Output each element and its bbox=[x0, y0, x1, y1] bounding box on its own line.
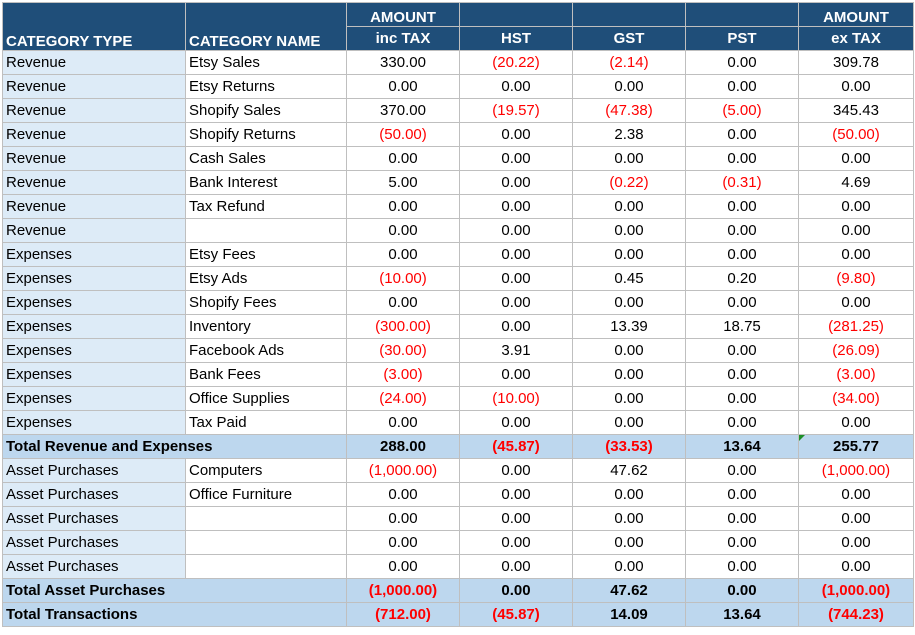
cell-category-type[interactable]: Revenue bbox=[3, 219, 186, 243]
table-row bbox=[3, 291, 914, 315]
cell-category-name[interactable] bbox=[186, 507, 347, 531]
total-transactions-row-hst[interactable] bbox=[460, 603, 573, 627]
table-row bbox=[3, 363, 914, 387]
total-transactions-row-ex[interactable] bbox=[799, 603, 914, 627]
cell-category-name[interactable]: Etsy Sales bbox=[186, 51, 347, 75]
cell-inc[interactable]: 0.00 bbox=[347, 531, 460, 555]
cell-inc[interactable]: 0.00 bbox=[347, 555, 460, 579]
table-row bbox=[3, 99, 914, 123]
cell-category-name[interactable]: Computers bbox=[186, 459, 347, 483]
cell-gst[interactable]: 2.38 bbox=[573, 123, 686, 147]
total-transactions-row-pst[interactable] bbox=[686, 603, 799, 627]
cell-category-type[interactable]: Asset Purchases bbox=[3, 531, 186, 555]
table-row bbox=[3, 195, 914, 219]
total-asset-purchases-row-ex-value: (1,000.00) bbox=[821, 582, 891, 599]
total-asset-purchases-row-label[interactable]: Total Asset Purchases bbox=[3, 579, 347, 603]
total-revenue-expenses-row-inc[interactable] bbox=[347, 435, 460, 459]
cell-hst[interactable]: 0.00 bbox=[460, 267, 573, 291]
cell-hst[interactable]: 0.00 bbox=[460, 75, 573, 99]
cell-gst[interactable]: 0.00 bbox=[573, 339, 686, 363]
cell-category-name[interactable]: Office Furniture bbox=[186, 483, 347, 507]
cell-hst[interactable]: 3.91 bbox=[460, 339, 573, 363]
cell-pst[interactable]: 0.00 bbox=[686, 75, 799, 99]
cell-category-type[interactable]: Asset Purchases bbox=[3, 483, 186, 507]
header-category-type[interactable]: CATEGORY TYPE bbox=[3, 3, 186, 51]
total-transactions-row-gst-value: 14.09 bbox=[610, 606, 648, 623]
cell-inc[interactable]: (1,000.00) bbox=[347, 459, 460, 483]
cell-ex[interactable]: 309.78 bbox=[799, 51, 914, 75]
cell-inc[interactable]: 0.00 bbox=[347, 243, 460, 267]
cell-category-type[interactable]: Revenue bbox=[3, 195, 186, 219]
table-row bbox=[3, 75, 914, 99]
cell-ex[interactable]: 4.69 bbox=[799, 171, 914, 195]
cell-hst[interactable]: 0.00 bbox=[460, 411, 573, 435]
table-row bbox=[3, 51, 914, 75]
cell-hst[interactable]: 0.00 bbox=[460, 195, 573, 219]
table-row bbox=[3, 147, 914, 171]
cell-category-name[interactable]: Cash Sales bbox=[186, 147, 347, 171]
cell-category-name[interactable]: Office Supplies bbox=[186, 387, 347, 411]
cell-category-name[interactable]: Bank Interest bbox=[186, 171, 347, 195]
header-amount-inc-top[interactable]: AMOUNT bbox=[347, 3, 460, 27]
cell-ex[interactable]: 0.00 bbox=[799, 219, 914, 243]
cell-pst[interactable]: 0.00 bbox=[686, 411, 799, 435]
total-asset-purchases-row-pst-value: 0.00 bbox=[727, 582, 757, 599]
cell-category-name[interactable]: Facebook Ads bbox=[186, 339, 347, 363]
table-row bbox=[3, 315, 914, 339]
total-revenue-expenses-row-inc-value: 288.00 bbox=[380, 438, 426, 455]
cell-pst[interactable]: 0.00 bbox=[686, 387, 799, 411]
cell-hst[interactable]: 0.00 bbox=[460, 123, 573, 147]
total-revenue-expenses-row-gst-value: (33.53) bbox=[605, 438, 653, 455]
cell-category-type[interactable]: Revenue bbox=[3, 147, 186, 171]
cell-gst[interactable]: 47.62 bbox=[573, 459, 686, 483]
header-amount-inc-bottom[interactable]: inc TAX bbox=[347, 27, 460, 51]
cell-inc[interactable]: 0.00 bbox=[347, 147, 460, 171]
cell-inc[interactable]: (50.00) bbox=[347, 123, 460, 147]
total-asset-purchases-row-ex[interactable] bbox=[799, 579, 914, 603]
cell-gst[interactable]: 0.00 bbox=[573, 195, 686, 219]
table-row bbox=[3, 507, 914, 531]
table-row bbox=[3, 555, 914, 579]
cell-ex[interactable]: 0.00 bbox=[799, 147, 914, 171]
table-row bbox=[3, 459, 914, 483]
cell-pst[interactable]: 0.00 bbox=[686, 555, 799, 579]
cell-ex[interactable]: (50.00) bbox=[799, 123, 914, 147]
cell-pst[interactable]: 18.75 bbox=[686, 315, 799, 339]
cell-category-type[interactable]: Expenses bbox=[3, 291, 186, 315]
cell-pst[interactable]: 0.00 bbox=[686, 291, 799, 315]
cell-category-name[interactable] bbox=[186, 555, 347, 579]
total-revenue-expenses-row-pst-value: 13.64 bbox=[723, 438, 761, 455]
total-asset-purchases-row-hst[interactable] bbox=[460, 579, 573, 603]
header-gst[interactable]: GST bbox=[573, 27, 686, 51]
table-body bbox=[3, 51, 914, 627]
header-hst-top[interactable] bbox=[460, 3, 573, 27]
total-transactions-row bbox=[3, 603, 914, 627]
total-transactions-row-gst[interactable] bbox=[573, 603, 686, 627]
cell-category-name[interactable]: Bank Fees bbox=[186, 363, 347, 387]
cell-category-type[interactable]: Asset Purchases bbox=[3, 507, 186, 531]
cell-category-name[interactable] bbox=[186, 219, 347, 243]
cell-category-name[interactable]: Inventory bbox=[186, 315, 347, 339]
cell-gst[interactable]: 0.00 bbox=[573, 219, 686, 243]
total-revenue-expenses-row bbox=[3, 435, 914, 459]
header-category-name[interactable]: CATEGORY NAME bbox=[186, 3, 347, 51]
comment-indicator-icon bbox=[799, 435, 805, 441]
cell-pst[interactable]: 0.00 bbox=[686, 531, 799, 555]
cell-ex[interactable]: 0.00 bbox=[799, 531, 914, 555]
total-asset-purchases-row-inc-value: (1,000.00) bbox=[368, 582, 438, 599]
tax-summary-table bbox=[2, 2, 914, 627]
table-row bbox=[3, 531, 914, 555]
table-row bbox=[3, 267, 914, 291]
cell-hst[interactable]: 0.00 bbox=[460, 555, 573, 579]
cell-category-name[interactable]: Tax Paid bbox=[186, 411, 347, 435]
cell-pst[interactable]: 0.00 bbox=[686, 219, 799, 243]
cell-ex[interactable]: 0.00 bbox=[799, 291, 914, 315]
cell-inc[interactable]: 0.00 bbox=[347, 411, 460, 435]
cell-ex[interactable]: 0.00 bbox=[799, 195, 914, 219]
cell-inc[interactable]: 370.00 bbox=[347, 99, 460, 123]
cell-ex[interactable]: 0.00 bbox=[799, 507, 914, 531]
cell-inc[interactable]: 0.00 bbox=[347, 483, 460, 507]
cell-gst[interactable]: (0.22) bbox=[573, 171, 686, 195]
cell-pst[interactable]: 0.00 bbox=[686, 243, 799, 267]
cell-category-name[interactable]: Shopify Returns bbox=[186, 123, 347, 147]
cell-inc[interactable]: 0.00 bbox=[347, 75, 460, 99]
cell-inc[interactable]: (24.00) bbox=[347, 387, 460, 411]
cell-category-type[interactable]: Revenue bbox=[3, 75, 186, 99]
cell-pst[interactable]: 0.00 bbox=[686, 51, 799, 75]
cell-hst[interactable]: 0.00 bbox=[460, 171, 573, 195]
header-hst[interactable]: HST bbox=[460, 27, 573, 51]
total-asset-purchases-row bbox=[3, 579, 914, 603]
cell-ex[interactable]: 0.00 bbox=[799, 411, 914, 435]
cell-gst[interactable]: 0.00 bbox=[573, 387, 686, 411]
cell-hst[interactable]: 0.00 bbox=[460, 315, 573, 339]
header-pst-top[interactable] bbox=[686, 3, 799, 27]
cell-ex[interactable]: (26.09) bbox=[799, 339, 914, 363]
cell-gst[interactable]: (2.14) bbox=[573, 51, 686, 75]
cell-category-type[interactable]: Asset Purchases bbox=[3, 555, 186, 579]
cell-ex[interactable]: (34.00) bbox=[799, 387, 914, 411]
cell-category-type[interactable]: Revenue bbox=[3, 51, 186, 75]
cell-hst[interactable]: 0.00 bbox=[460, 147, 573, 171]
header-amount-ex-top[interactable]: AMOUNT bbox=[799, 3, 914, 27]
cell-category-name[interactable]: Tax Refund bbox=[186, 195, 347, 219]
cell-gst[interactable]: 13.39 bbox=[573, 315, 686, 339]
cell-hst[interactable]: 0.00 bbox=[460, 459, 573, 483]
total-asset-purchases-row-inc[interactable] bbox=[347, 579, 460, 603]
cell-ex[interactable]: 0.00 bbox=[799, 75, 914, 99]
cell-ex[interactable]: 0.00 bbox=[799, 555, 914, 579]
cell-pst[interactable]: 0.00 bbox=[686, 123, 799, 147]
cell-hst[interactable]: 0.00 bbox=[460, 219, 573, 243]
cell-pst[interactable]: 0.20 bbox=[686, 267, 799, 291]
total-asset-purchases-row-gst[interactable] bbox=[573, 579, 686, 603]
cell-category-name[interactable]: Shopify Fees bbox=[186, 291, 347, 315]
total-transactions-row-label[interactable]: Total Transactions bbox=[3, 603, 347, 627]
total-revenue-expenses-row-hst-value: (45.87) bbox=[492, 438, 540, 455]
cell-gst[interactable]: 0.00 bbox=[573, 291, 686, 315]
cell-category-type[interactable]: Expenses bbox=[3, 339, 186, 363]
cell-inc[interactable]: 5.00 bbox=[347, 171, 460, 195]
cell-pst[interactable]: 0.00 bbox=[686, 483, 799, 507]
cell-category-type[interactable]: Expenses bbox=[3, 387, 186, 411]
cell-gst[interactable]: 0.00 bbox=[573, 243, 686, 267]
total-transactions-row-inc-value: (712.00) bbox=[375, 606, 431, 623]
cell-category-type[interactable]: Revenue bbox=[3, 99, 186, 123]
cell-hst[interactable]: 0.00 bbox=[460, 363, 573, 387]
cell-ex[interactable]: (3.00) bbox=[799, 363, 914, 387]
cell-pst[interactable]: (0.31) bbox=[686, 171, 799, 195]
cell-category-name[interactable] bbox=[186, 531, 347, 555]
cell-ex[interactable]: 345.43 bbox=[799, 99, 914, 123]
cell-category-type[interactable]: Expenses bbox=[3, 363, 186, 387]
total-revenue-expenses-row-ex[interactable] bbox=[799, 435, 914, 459]
table-row bbox=[3, 411, 914, 435]
cell-category-name[interactable]: Shopify Sales bbox=[186, 99, 347, 123]
cell-hst[interactable]: (10.00) bbox=[460, 387, 573, 411]
table-row bbox=[3, 387, 914, 411]
cell-inc[interactable]: (300.00) bbox=[347, 315, 460, 339]
table-row bbox=[3, 171, 914, 195]
cell-gst[interactable]: 0.00 bbox=[573, 531, 686, 555]
header-gst-top[interactable] bbox=[573, 3, 686, 27]
total-asset-purchases-row-gst-value: 47.62 bbox=[610, 582, 648, 599]
total-revenue-expenses-row-pst[interactable] bbox=[686, 435, 799, 459]
cell-gst[interactable]: 0.00 bbox=[573, 507, 686, 531]
table-header bbox=[3, 3, 914, 51]
cell-gst[interactable]: 0.00 bbox=[573, 555, 686, 579]
cell-category-type[interactable]: Asset Purchases bbox=[3, 459, 186, 483]
cell-hst[interactable]: 0.00 bbox=[460, 507, 573, 531]
cell-gst[interactable]: 0.00 bbox=[573, 363, 686, 387]
cell-hst[interactable]: (19.57) bbox=[460, 99, 573, 123]
cell-pst[interactable]: 0.00 bbox=[686, 363, 799, 387]
cell-inc[interactable]: 330.00 bbox=[347, 51, 460, 75]
cell-gst[interactable]: 0.00 bbox=[573, 147, 686, 171]
cell-category-type[interactable]: Expenses bbox=[3, 411, 186, 435]
cell-inc[interactable]: 0.00 bbox=[347, 195, 460, 219]
cell-ex[interactable]: (9.80) bbox=[799, 267, 914, 291]
total-revenue-expenses-row-label[interactable]: Total Revenue and Expenses bbox=[3, 435, 347, 459]
cell-pst[interactable]: 0.00 bbox=[686, 339, 799, 363]
table-row bbox=[3, 123, 914, 147]
cell-inc[interactable]: (3.00) bbox=[347, 363, 460, 387]
cell-pst[interactable]: 0.00 bbox=[686, 507, 799, 531]
cell-ex[interactable]: (281.25) bbox=[799, 315, 914, 339]
total-revenue-expenses-row-ex-value: 255.77 bbox=[833, 438, 879, 455]
cell-pst[interactable]: (5.00) bbox=[686, 99, 799, 123]
cell-ex[interactable]: 0.00 bbox=[799, 243, 914, 267]
cell-category-type[interactable]: Expenses bbox=[3, 243, 186, 267]
total-asset-purchases-row-hst-value: 0.00 bbox=[501, 582, 531, 599]
cell-gst[interactable]: 0.00 bbox=[573, 483, 686, 507]
cell-inc[interactable]: (10.00) bbox=[347, 267, 460, 291]
table-row bbox=[3, 339, 914, 363]
cell-hst[interactable]: 0.00 bbox=[460, 531, 573, 555]
cell-hst[interactable]: 0.00 bbox=[460, 483, 573, 507]
cell-ex[interactable]: 0.00 bbox=[799, 483, 914, 507]
cell-ex[interactable]: (1,000.00) bbox=[799, 459, 914, 483]
cell-pst[interactable]: 0.00 bbox=[686, 459, 799, 483]
table-row bbox=[3, 483, 914, 507]
cell-gst[interactable]: 0.00 bbox=[573, 75, 686, 99]
cell-gst[interactable]: (47.38) bbox=[573, 99, 686, 123]
total-transactions-row-inc[interactable] bbox=[347, 603, 460, 627]
cell-category-type[interactable]: Expenses bbox=[3, 315, 186, 339]
cell-pst[interactable]: 0.00 bbox=[686, 147, 799, 171]
cell-hst[interactable]: 0.00 bbox=[460, 291, 573, 315]
header-amount-ex-bottom[interactable]: ex TAX bbox=[799, 27, 914, 51]
total-transactions-row-hst-value: (45.87) bbox=[492, 606, 540, 623]
cell-inc[interactable]: 0.00 bbox=[347, 219, 460, 243]
table-row bbox=[3, 219, 914, 243]
cell-inc[interactable]: 0.00 bbox=[347, 507, 460, 531]
total-asset-purchases-row-pst[interactable] bbox=[686, 579, 799, 603]
cell-category-type[interactable]: Revenue bbox=[3, 123, 186, 147]
cell-inc[interactable]: 0.00 bbox=[347, 291, 460, 315]
cell-category-name[interactable]: Etsy Fees bbox=[186, 243, 347, 267]
cell-hst[interactable]: (20.22) bbox=[460, 51, 573, 75]
table-row bbox=[3, 243, 914, 267]
cell-category-name[interactable]: Etsy Returns bbox=[186, 75, 347, 99]
total-revenue-expenses-row-gst[interactable] bbox=[573, 435, 686, 459]
cell-gst[interactable]: 0.00 bbox=[573, 411, 686, 435]
cell-inc[interactable]: (30.00) bbox=[347, 339, 460, 363]
cell-category-name[interactable]: Etsy Ads bbox=[186, 267, 347, 291]
cell-category-type[interactable]: Expenses bbox=[3, 267, 186, 291]
cell-category-type[interactable]: Revenue bbox=[3, 171, 186, 195]
cell-hst[interactable]: 0.00 bbox=[460, 243, 573, 267]
header-pst[interactable]: PST bbox=[686, 27, 799, 51]
total-transactions-row-pst-value: 13.64 bbox=[723, 606, 761, 623]
total-revenue-expenses-row-hst[interactable] bbox=[460, 435, 573, 459]
cell-gst[interactable]: 0.45 bbox=[573, 267, 686, 291]
cell-pst[interactable]: 0.00 bbox=[686, 195, 799, 219]
total-transactions-row-ex-value: (744.23) bbox=[828, 606, 884, 623]
